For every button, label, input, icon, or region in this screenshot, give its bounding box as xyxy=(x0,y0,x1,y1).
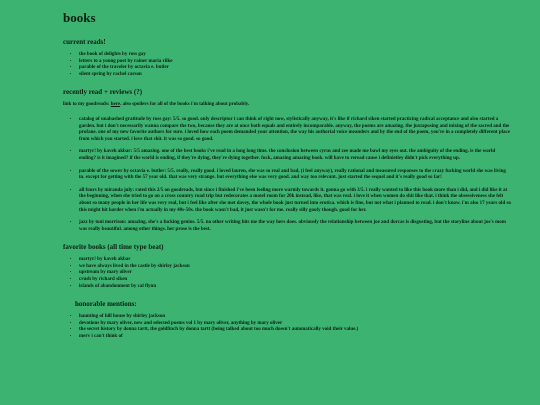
list-item: • we have always lived in the castle by shirley jackson xyxy=(79,264,511,271)
list-item: • crush by richard siken xyxy=(79,277,511,284)
list-item: • merv i can't think of xyxy=(79,334,511,341)
reviews-list xyxy=(63,117,511,233)
intro-text-after: . also spoilers for all of the books i'm talking about probably. xyxy=(120,102,250,108)
review-item: • all fours by miranda july: rated this 2/5 on goodreads, but since i finished i've been feeling more warmly towards it. gonna go with 3/5. i really wanted to like this book more than i did, and i did like it at the beginning, when she tried to go on a cross country road trip but redecorates a motel room for 20k instead, like, that was real. i love it when women do shit like that. i think the obsessiveness she felt about so many people in her life was very real, but i feel like after she met davey, the whole book just turned into erotica. which is fine, but not what i planned to read. i don't know. i'm also 17 years old so this might hit harder when i'm actually in my 40s-50s. the book wasn't bad, it just wasn't for me. really silly goofy though. good for her. xyxy=(79,188,511,214)
review-item: • martyr! by kaveh akbar: 5/5 amazing. one of the best books i've read in a long long time. the conclusion between cyrus and zee made me bawl my eyes out. the ambiguity of the ending. is the world ending? is it imagined? if the world is ending, if they're dying, they're dying together. fuck, amazing amazing book. will have to reread cause i definietley didn't pick everything up. xyxy=(79,149,511,162)
list-item: • haunting of hill house by shirley jackson xyxy=(79,314,511,321)
current-reads-list xyxy=(63,52,511,78)
honorable-mentions-list xyxy=(63,314,511,340)
review-item: • jazz by toni morrison: amazing. she's a fucking genius. 5/5. no other writing hits me the way hers does. obviously the relationship between joe and dorcas is disgusting, but the storyline about joe's mom was really beautiful. among other things. her prose is the best. xyxy=(79,220,511,233)
page-title: books xyxy=(63,10,96,25)
review-item: • parable of the sower by octavia e. butler: 5/5. really, really good. i loved lauren, she was so real and bad, (i feel anyway), really rational and measured responses to the crazy fucking world she was living in. except for getting with the 57 year old. that was very strange. but everything else was very good. and way too relevant. just started the sequel and it's really good so far! xyxy=(79,169,511,182)
favorite-books-heading: favorite books (all time type beat) xyxy=(63,243,164,252)
list-item: • the book of delights by ross gay xyxy=(79,52,511,59)
list-item: • devotions by mary oliver, new and selected poems vol 1 by mary oliver, anything by mary oliver xyxy=(79,321,511,328)
review-item: • catalog of unabashed gratitude by ross gay: 5/5. so good. only descriptor i can think of right now, stylistically anyway, it's like if richard siken started practicing radical acceptance and also started a garden. but i don't necessarily wanna compare the two, because they are at once both equals and entirely incomparable. anyway, the poems are amazing. the juxtaposing and mixing of the sacred and the profane. one of my new favorite authors for sure. i loved how each poem demanded your attention, the way his authorial voice meanders and by the end of the poem, you're in a completely different place from which you started. i love that shit. it was so good. so good. xyxy=(79,117,511,143)
list-item: • the secret history by donna tartt, the goldfinch by donna tartt (being talked about too much doesn't automatically void their value.) xyxy=(79,327,511,334)
honorable-mentions-heading: honorable mentions: xyxy=(75,300,137,309)
list-item: • silent spring by rachel carson xyxy=(79,72,511,79)
list-item: • upstream by mary oliver xyxy=(79,270,511,277)
list-item: • letters to a young poet by rainer maria rilke xyxy=(79,59,511,66)
intro-text: link to my goodreads: xyxy=(63,102,111,108)
list-item: • islands of abandonment by cal flynn xyxy=(79,284,511,291)
goodreads-link[interactable]: here xyxy=(110,102,121,108)
favorite-books-list xyxy=(63,257,511,290)
goodreads-intro xyxy=(63,102,511,109)
list-item: • parable of the traveler by octavia e. butler xyxy=(79,65,511,72)
recently-read-heading: recently read + reviews (?) xyxy=(63,88,143,97)
current-reads-heading: current reads! xyxy=(63,38,106,46)
list-item: • martyr! by kaveh akbar xyxy=(79,257,511,264)
